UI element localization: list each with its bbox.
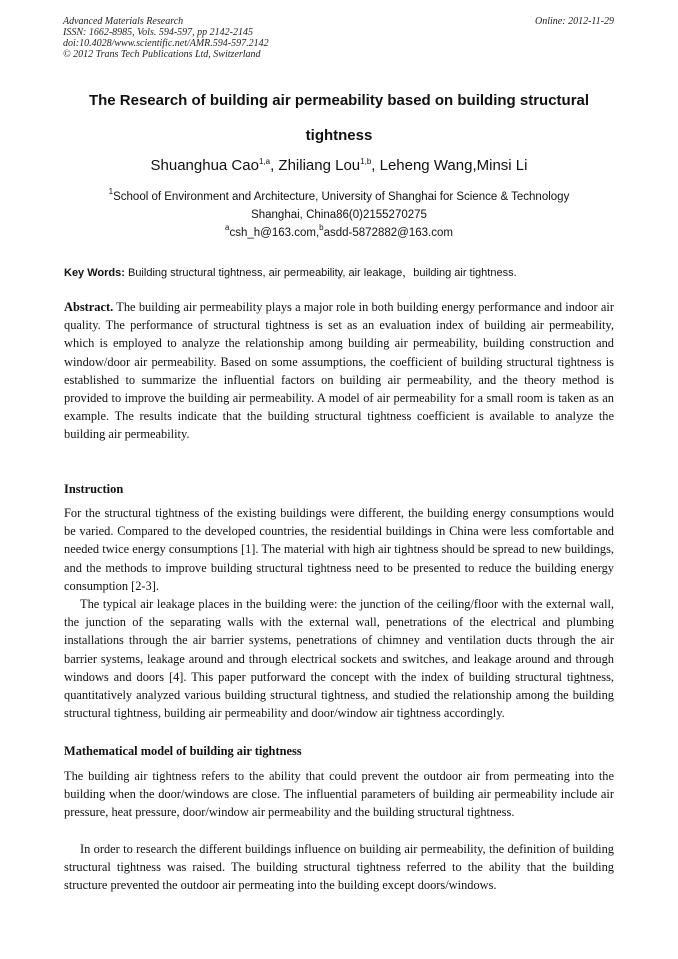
author-2: , Zhiliang Lou <box>270 157 361 174</box>
affiliation-line1 <box>40 187 638 205</box>
keywords-label: Key Words: <box>64 267 125 279</box>
math-paragraph-1: The building air tightness refers to the ability that could prevent the outdoor air from permeating into the building when the door/windows are close. The influential parameters of building air permeability include air pressure, heat pressure, door/window air permeability and the building structural tightness. <box>64 769 614 820</box>
section-heading-math-model: Mathematical model of building air tightness <box>64 744 302 758</box>
issn-line: ISSN: 1662-8985, Vols. 594-597, pp 2142-2145 <box>63 27 253 38</box>
copyright-line: © 2012 Trans Tech Publications Ltd, Switzerland <box>63 49 261 60</box>
paper-title-line1: The Research of building air permeability based on building structural <box>88 92 590 109</box>
affiliation-mark: 1 <box>108 187 114 196</box>
email-line <box>40 223 638 241</box>
online-date: Online: 2012-11-29 <box>535 16 614 27</box>
other-authors: , Leheng Wang,Minsi Li <box>371 157 528 174</box>
abstract-text: The building air permeability plays a major role in both building energy performance and indoor air quality. The performance of structural tightness is set as an evaluation index of building air permeability, which is employed to analyze the relationship among building air permeability, building construction and window/door air permeability. Based on some assumptions, the coefficient of building structural tightness is established to summarize the influential factors on building air permeability, and the theory method is provided to improve the building air permeability. A model of air permeability for a small room is taken as an example. The results indicate that the building structural tightness coefficient is available to analyze the building air permeability. <box>64 300 614 442</box>
doi-line: doi:10.4028/www.scientific.net/AMR.594-597.2142 <box>63 38 269 49</box>
affiliation-text: School of Environment and Architecture, University of Shanghai for Science & Technology <box>113 191 570 203</box>
keywords <box>64 264 624 280</box>
email-a: csh_h@163.com, <box>229 227 320 239</box>
author-list <box>40 157 638 174</box>
email-b: asdd-5872882@163.com <box>323 227 453 239</box>
math-paragraph-2: In order to research the different buildings influence on building air permeability, the definition of building structural tightness was raised. The building structural tightness referred to the ability that the building structure prevented the outdoor air permeating into the building except doors/windows. <box>64 842 614 893</box>
journal-name: Advanced Materials Research <box>63 16 184 27</box>
email-a-mark: a <box>225 223 230 232</box>
author-1: Shuanghua Cao <box>150 157 259 174</box>
email-b-mark: b <box>319 223 324 232</box>
instruction-paragraph-1: For the structural tightness of the existing buildings were different, the building energy consumptions would be varied. Compared to the developed countries, the residential buildings in China were less comfortable and needed twice energy consumptions [1]. The material with high air tightness should be spread to new buildings, and the methods to improve building structural tightness need to be presented to reduce the building energy consumption [2-3]. <box>64 506 614 593</box>
author-1-affil: 1,a <box>258 157 271 166</box>
affiliation-line2: Shanghai, China86(0)2155270275 <box>251 209 427 221</box>
abstract-label: Abstract. <box>64 300 114 314</box>
section-heading-instruction: Instruction <box>64 482 124 496</box>
paper-title-line2: tightness <box>305 127 373 144</box>
author-2-affil: 1,b <box>360 157 372 166</box>
journal-header <box>63 16 269 60</box>
keywords-text: Building structural tightness, air permeability, air leakage，building air tightness. <box>124 267 517 279</box>
instruction-paragraph-2: The typical air leakage places in the building were: the junction of the ceiling/floor with the external wall, the junction of the separating walls with the external wall, penetrations of the electrical and plumbing installations through the air barrier systems, penetrations of chimney and ventilation ducts through the air barrier systems, leakage around and through electrical sockets and switches, and leakage around and through windows and doors [4]. This paper putforward the concept with the index of building structural tightness, quantitatively analyzed various building structural tightness, and studied the relationship among the building structural tightness, building air permeability and door/window air tightness accordingly. <box>64 597 614 721</box>
abstract <box>64 298 614 444</box>
